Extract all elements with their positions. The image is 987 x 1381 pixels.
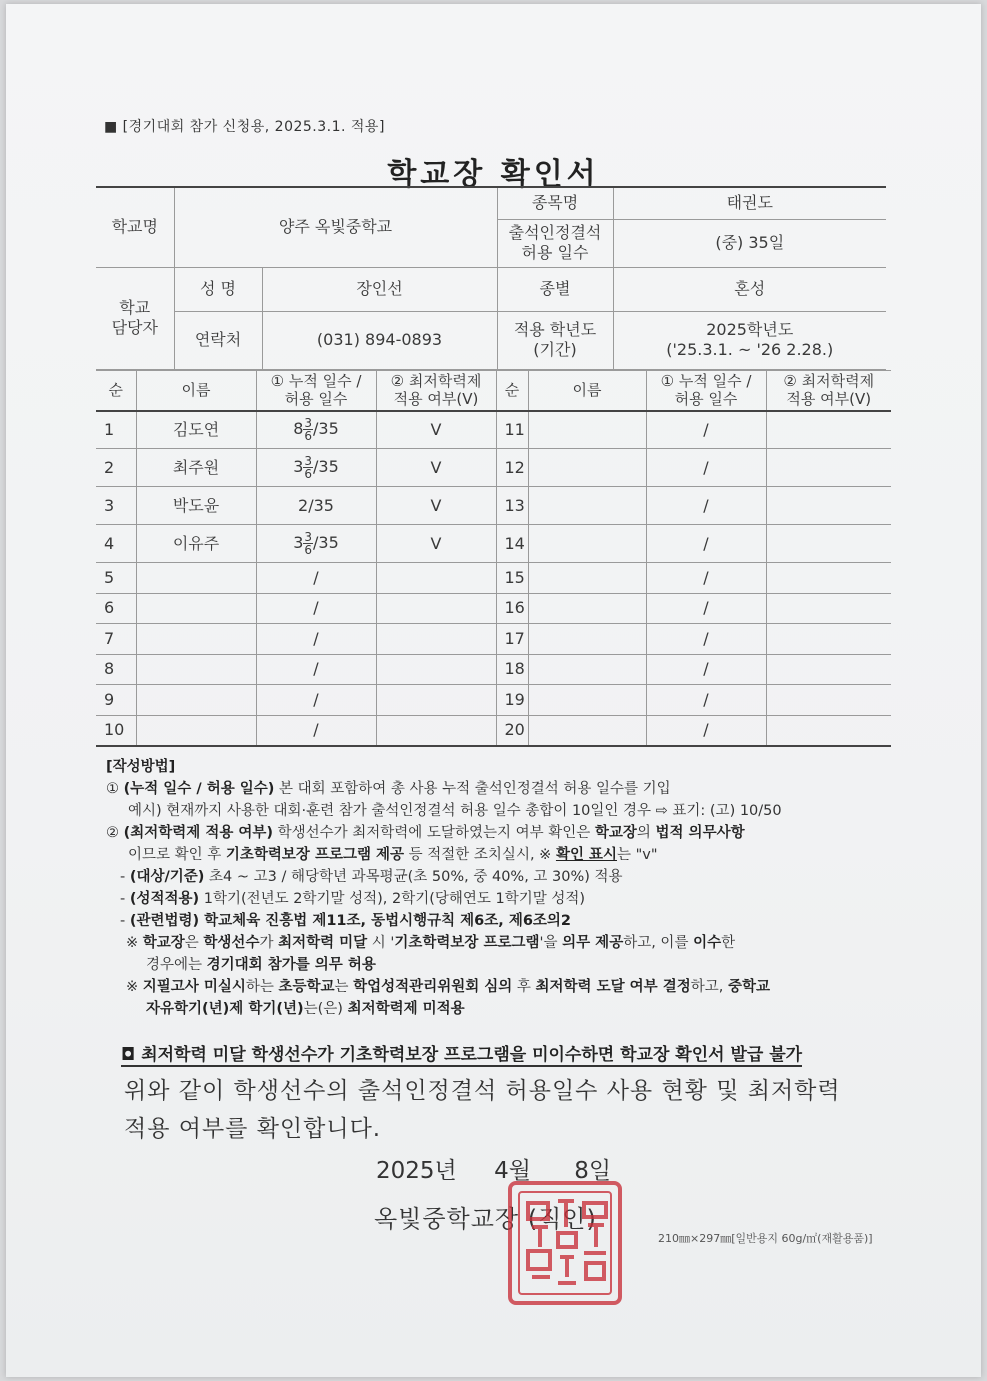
- school-year-label: 적용 학년도 (기간): [497, 311, 613, 369]
- student-name: [136, 715, 256, 746]
- accumulated-days: 3 $\frac{3}{6}$ /35: [256, 449, 376, 487]
- student-name: [136, 685, 256, 716]
- min-level-check-2: [766, 593, 891, 624]
- header-no: 순: [96, 371, 136, 411]
- row-number: 4: [96, 525, 136, 563]
- student-name-2: [528, 715, 646, 746]
- row-number-2: 12: [496, 449, 528, 487]
- paper-spec-note: 210㎜×297㎜[일반용지 60g/㎡(재활용품)]: [658, 1232, 873, 1245]
- accumulated-days-2: /: [646, 449, 766, 487]
- student-name: [136, 654, 256, 685]
- accumulated-days: /: [256, 563, 376, 594]
- min-level-check-2: [766, 715, 891, 746]
- header-min-level-2: ② 최저학력제 적용 여부(V): [766, 371, 891, 411]
- student-name: 박도윤: [136, 487, 256, 525]
- header-min-level: ② 최저학력제 적용 여부(V): [376, 371, 496, 411]
- student-name: 이유주: [136, 525, 256, 563]
- accumulated-days: 3 $\frac{3}{6}$ /35: [256, 525, 376, 563]
- manager-name: 장인선: [262, 267, 497, 311]
- min-level-check-2: [766, 411, 891, 449]
- table-row: [96, 593, 891, 624]
- accumulated-days: 2/35: [256, 487, 376, 525]
- page-title: 학교장 확인서: [387, 157, 600, 192]
- document-page: [6, 4, 981, 1377]
- row-number-2: 20: [496, 715, 528, 746]
- accumulated-days-2: /: [646, 563, 766, 594]
- min-level-check: [376, 593, 496, 624]
- table-row: [96, 654, 891, 685]
- accumulated-days: /: [256, 624, 376, 655]
- issuance-warning: ◘ 최저학력 미달 학생선수가 기초학력보장 프로그램을 미이수하면 학교장 확인서 발급 불가: [121, 1040, 802, 1067]
- row-number: 5: [96, 563, 136, 594]
- table-row: [96, 487, 891, 525]
- table-row: [96, 411, 891, 449]
- student-list-table: [96, 370, 891, 747]
- allowed-days-value: (중) 35일: [613, 219, 886, 267]
- student-name: [136, 624, 256, 655]
- min-level-check: V: [376, 449, 496, 487]
- row-number: 7: [96, 624, 136, 655]
- date-month: 4월: [494, 1158, 531, 1184]
- accumulated-days: /: [256, 685, 376, 716]
- header-no-2: 순: [496, 371, 528, 411]
- gender-value: 혼성: [613, 267, 886, 311]
- row-number: 6: [96, 593, 136, 624]
- confirmation-statement: 위와 같이 학생선수의 출석인정결석 허용일수 사용 현황 및 최저학력 적용 여부를 확인합니다.: [124, 1078, 841, 1142]
- min-level-check: [376, 654, 496, 685]
- student-name: [136, 563, 256, 594]
- min-level-check-2: [766, 563, 891, 594]
- student-name: 최주원: [136, 449, 256, 487]
- student-name-2: [528, 563, 646, 594]
- event-label: 종목명: [497, 187, 613, 219]
- student-name-2: [528, 685, 646, 716]
- signer-name: 옥빛중학교장 (직인): [374, 1205, 597, 1233]
- row-number: 2: [96, 449, 136, 487]
- accumulated-days-2: /: [646, 487, 766, 525]
- accumulated-days-2: /: [646, 654, 766, 685]
- student-name: [136, 593, 256, 624]
- min-level-check-2: [766, 525, 891, 563]
- date-year: 2025년: [376, 1158, 457, 1184]
- header-days-2: ① 누적 일수 / 허용 일수: [646, 371, 766, 411]
- min-level-check: [376, 685, 496, 716]
- manager-name-label: 성 명: [174, 267, 262, 311]
- student-name-2: [528, 411, 646, 449]
- row-number-2: 13: [496, 487, 528, 525]
- min-level-check-2: [766, 449, 891, 487]
- student-name: 김도연: [136, 411, 256, 449]
- min-level-check: [376, 715, 496, 746]
- contact-label: 연락처: [174, 311, 262, 369]
- row-number-2: 16: [496, 593, 528, 624]
- school-year-value: 2025학년도 ('25.3.1. ~ '26 2.28.): [613, 311, 886, 369]
- min-level-check: [376, 624, 496, 655]
- row-number-2: 11: [496, 411, 528, 449]
- accumulated-days: /: [256, 654, 376, 685]
- instructions-heading: [작성방법]: [106, 759, 176, 775]
- row-number-2: 17: [496, 624, 528, 655]
- student-name-2: [528, 654, 646, 685]
- accumulated-days-2: /: [646, 624, 766, 655]
- writing-instructions: [작성방법] ① (누적 일수 / 허용 일수) 본 대회 포함하여 총 사용 누적 출석인정결석 허용 일수를 기입 예시) 현재까지 사용한 대회·훈련 참가 출석인정결석 허용 일수 총합이 10일인 경우 ⇨ 표기: (고) 10/50 ② (최저학력제 적용 여부) 학생선수가 최저학력에 도달하였는지 여부 확인은 학교장의 법적 의무사항 이므로 확인 후 기초학력보장 프로그램 제공 등 적절한 조치실시, ※ 확인 표시는 "v" - (대상/기준) 초4 ~ 고3 / 해당학년 과목평균(초 50%, 중 40%, 고 30%) 적용 - (성적적용) 1학기(전년도 2학기말 성적), 2학기(당해연도 1학기말 성적) - (관련법령) 학교체육 진흥법 제11조, 동법시행규칙 제6조, 제6조의2 ※ 학교장은 학생선수가 최저학력 미달 시 '기초학력보장 프로그램'을 의무 제공하고, 이를 이수한 경우에는 경기대회 참가를 의무 허용 ※ 지필고사 미실시하는 초등학교는 학업성적관리위원회 심의 후 최저학력 도달 여부 결정하고, 중학교 자유학기(년)제 학기(년)는(은) 최저학력제 미적용: [106, 759, 782, 1017]
- table-row: [96, 449, 891, 487]
- table-row: [96, 563, 891, 594]
- student-name-2: [528, 449, 646, 487]
- header-days: ① 누적 일수 / 허용 일수: [256, 371, 376, 411]
- header-name: 이름: [136, 371, 256, 411]
- min-level-check: V: [376, 487, 496, 525]
- row-number: 9: [96, 685, 136, 716]
- row-number-2: 14: [496, 525, 528, 563]
- row-number: 10: [96, 715, 136, 746]
- school-label: 학교명: [96, 187, 174, 267]
- min-level-check-2: [766, 487, 891, 525]
- accumulated-days-2: /: [646, 685, 766, 716]
- school-info-table: [96, 186, 886, 370]
- accumulated-days: 8 $\frac{3}{6}$ /35: [256, 411, 376, 449]
- student-name-2: [528, 624, 646, 655]
- gender-label: 종별: [497, 267, 613, 311]
- min-level-check: [376, 563, 496, 594]
- min-level-check-2: [766, 654, 891, 685]
- table-row: [96, 525, 891, 563]
- table-row: [96, 715, 891, 746]
- event-value: 태권도: [613, 187, 886, 219]
- accumulated-days-2: /: [646, 715, 766, 746]
- form-usage-note: ■ [경기대회 참가 신청용, 2025.3.1. 적용]: [104, 119, 385, 135]
- min-level-check-2: [766, 685, 891, 716]
- min-level-check: V: [376, 411, 496, 449]
- row-number: 8: [96, 654, 136, 685]
- row-number: 3: [96, 487, 136, 525]
- student-name-2: [528, 487, 646, 525]
- row-number-2: 19: [496, 685, 528, 716]
- row-number: 1: [96, 411, 136, 449]
- table-row: [96, 685, 891, 716]
- header-name-2: 이름: [528, 371, 646, 411]
- min-level-check: V: [376, 525, 496, 563]
- official-seal-stamp: [506, 1179, 624, 1307]
- accumulated-days-2: /: [646, 593, 766, 624]
- allowed-days-label: 출석인정결석 허용 일수: [497, 219, 613, 267]
- contact-value: (031) 894-0893: [262, 311, 497, 369]
- school-name: 양주 옥빛중학교: [174, 187, 497, 267]
- accumulated-days-2: /: [646, 411, 766, 449]
- accumulated-days-2: /: [646, 525, 766, 563]
- accumulated-days: /: [256, 715, 376, 746]
- min-level-check-2: [766, 624, 891, 655]
- date-day: 8일: [574, 1158, 612, 1184]
- manager-label: 학교 담당자: [96, 267, 174, 369]
- row-number-2: 15: [496, 563, 528, 594]
- student-name-2: [528, 593, 646, 624]
- student-name-2: [528, 525, 646, 563]
- table-row: [96, 624, 891, 655]
- row-number-2: 18: [496, 654, 528, 685]
- accumulated-days: /: [256, 593, 376, 624]
